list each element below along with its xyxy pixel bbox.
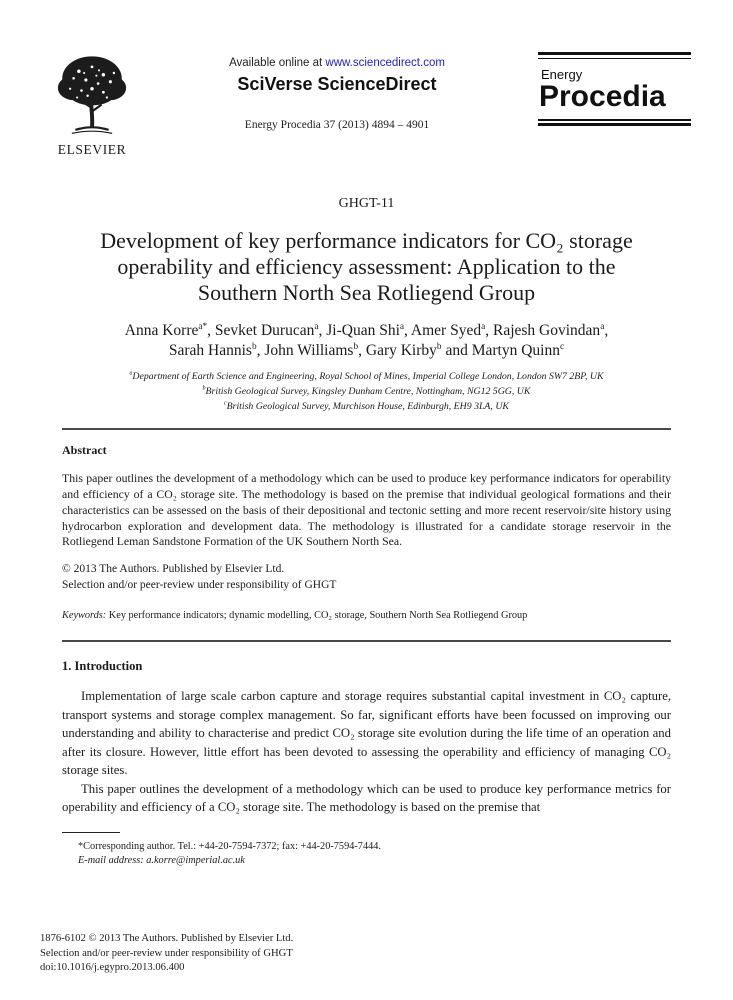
title-line-2: operability and efficiency assessment: Application to the <box>117 253 616 279</box>
author-line: Anna Korre$^{a*}$, Sevket Durucan$^a$, Ji-Quan Shi$^a$, Amer Syed$^a$, Rajesh Govindan$^a$, <box>124 321 609 339</box>
sciencedirect-link[interactable]: www.sciencedirect.com <box>325 57 445 69</box>
email-label: E-mail address: <box>78 855 144 867</box>
author-line: Sarah Hannis$^b$, John Williams$^b$, Gary Kirby$^b$ and Martyn Quinn$^c$ <box>168 341 565 359</box>
affiliation-line: $^a$Department of Earth Science and Engineering, Royal School of Mines, Imperial College London, London SW7 2BP, UK <box>129 370 604 383</box>
keywords-text: Key performance indicators; dynamic modelling, CO₂ storage, Southern North Sea Rotliegend Group <box>106 610 528 622</box>
available-online-text: Available online at <box>229 57 326 69</box>
email-address-link[interactable]: a.korre@imperial.ac.uk <box>143 855 245 867</box>
keywords-line <box>62 610 671 621</box>
section-heading-introduction: 1. Introduction <box>62 659 143 674</box>
masthead-center <box>136 52 538 131</box>
procedia-rule-top-thick <box>538 52 691 55</box>
available-online-line <box>136 57 538 69</box>
intro-paragraph-1: Implementation of large scale carbon capture and storage requires substantial capital investment in CO₂ capture, transport systems and storage complex management. So far, significant efforts have been focussed on improving our understanding and ability to characterise and predict CO₂ storage site evolution during the life time of an operation and after its closure. However, little effort has been devoted to assessing the operability and efficiency of managing CO₂ storage sites. <box>62 689 671 778</box>
imprint-peer-review-line: Selection and/or peer-review under responsibility of GHGT <box>40 947 293 959</box>
journal-citation: Energy Procedia 37 (2013) 4894 – 4901 <box>244 119 430 131</box>
procedia-wordmark: Procedia <box>539 80 666 113</box>
footnote-block <box>78 840 671 870</box>
front-matter-divider <box>62 428 671 430</box>
elsevier-logo <box>48 52 136 158</box>
conference-name: GHGT-11 <box>338 196 395 211</box>
footnote-email-line <box>78 854 671 869</box>
copyright-block <box>62 562 671 593</box>
procedia-energy-label: Energy <box>541 67 583 82</box>
introduction-section <box>62 659 671 816</box>
issn-copyright-line: 1876-6102 © 2013 The Authors. Published by Elsevier Ltd. <box>40 933 294 945</box>
elsevier-wordmark: ELSEVIER <box>57 142 127 157</box>
title-line-3: Southern North Sea Rotliegend Group <box>197 279 536 305</box>
corresponding-author-line: *Corresponding author. Tel.: +44-20-7594-7372; fax: +44-20-7594-7444. <box>78 840 381 852</box>
abstract-heading: Abstract <box>62 443 107 458</box>
keywords-divider <box>62 640 671 642</box>
peer-review-line: Selection and/or peer-review under responsibility of GHGT <box>62 578 337 591</box>
procedia-rule-bottom-thin <box>538 119 691 121</box>
journal-masthead <box>57 52 671 158</box>
elsevier-tree-icon <box>52 52 132 136</box>
imprint-block <box>40 932 293 976</box>
abstract-body: This paper outlines the development of a methodology which can be used to produce key performance indicators for operability and efficiency of a CO₂ storage site. The methodology is based on the premise that individual geological formations and their characteristics can be assessed on the basis of their depositional and tectonic setting and more recent reservoir/site history using hydrocarbon exploration and development data. The methodology is illustrated for a candidate storage reservoir in the Rotliegend Leman Sandstone Formation of the UK Southern North Sea. <box>62 471 671 549</box>
procedia-rule-top-thin <box>538 58 691 60</box>
affiliation-line: $^c$British Geological Survey, Murchison House, Edinburgh, EH9 3LA, UK <box>224 400 509 412</box>
doi-line: doi:10.1016/j.egypro.2013.06.400 <box>40 962 185 974</box>
article-title <box>62 228 671 306</box>
intro-paragraph-2: This paper outlines the development of a methodology which can be used to produce key performance metrics for operability and efficiency of a CO₂ storage site. The methodology is based on the premise that <box>62 781 671 815</box>
sciverse-sciencedirect-wordmark: SciVerse ScienceDirect <box>237 74 437 94</box>
abstract-section <box>62 443 671 621</box>
energy-procedia-logo <box>538 52 691 126</box>
title-line-1: Development of key performance indicators for CO₂ storage <box>100 228 633 253</box>
keywords-label: Keywords: <box>62 610 107 622</box>
affiliation-line: $^b$British Geological Survey, Kingsley Dunham Centre, Nottingham, NG12 5GG, UK <box>202 385 531 397</box>
copyright-line: © 2013 The Authors. Published by Elsevier Ltd. <box>62 563 285 576</box>
affiliations <box>62 370 671 414</box>
author-lines <box>62 321 671 361</box>
procedia-rule-bottom-thick <box>538 123 691 126</box>
footnote-divider <box>62 832 120 833</box>
